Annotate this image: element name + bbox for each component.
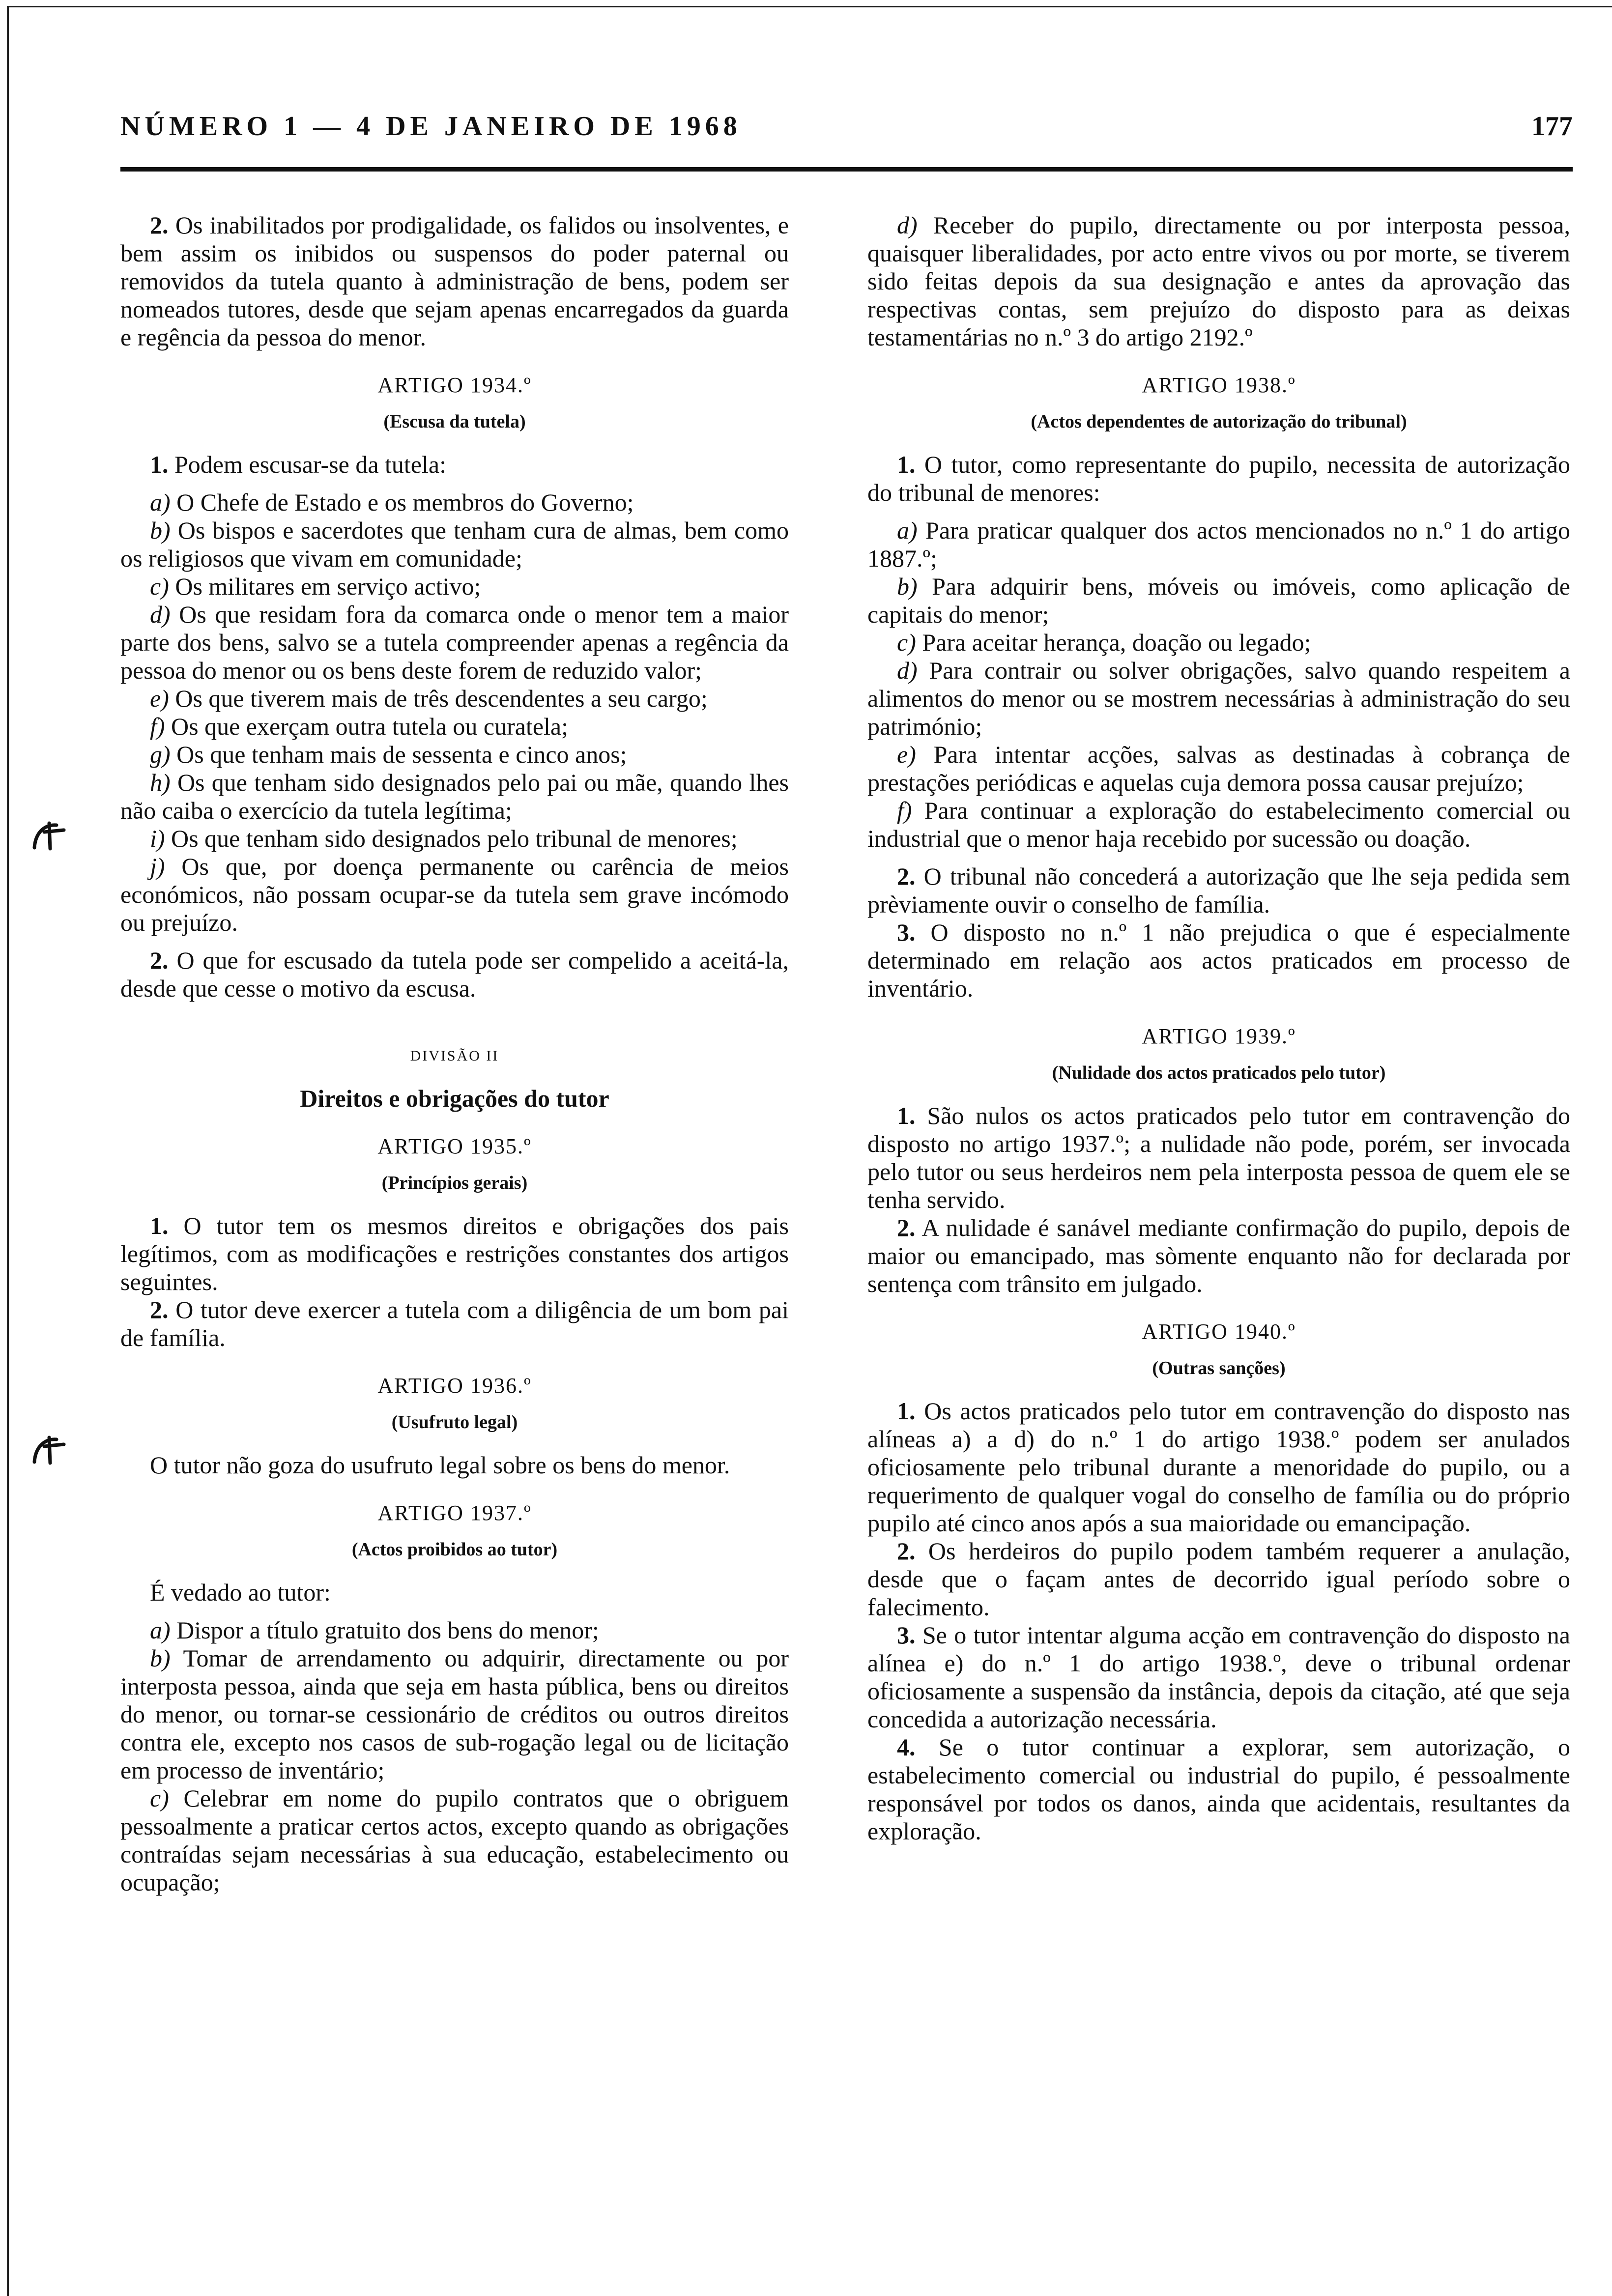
paragraph-item — [867, 862, 1570, 918]
article-title: ARTIGO 1934.º — [377, 373, 532, 397]
paragraph-text: Os que, por doença permanente ou carência de meios económicos, não possam ocupar-se da tutela sem grave incómodo ou prejuízo. — [120, 853, 789, 936]
item-label: a) — [897, 517, 918, 544]
item-label: h) — [150, 769, 171, 796]
paragraph-text: Se o tutor continuar a explorar, sem autorização, o estabelecimento comercial ou industrial do pupilo, é pessoalmente responsável por todos os danos, ainda que acidentais, resultantes da exploração. — [867, 1733, 1571, 1845]
item-label: 2. — [897, 1214, 916, 1241]
paragraph-item — [120, 685, 789, 713]
paragraph-item — [120, 947, 789, 1003]
article-title: ARTIGO 1937.º — [377, 1501, 532, 1525]
paragraph-text: Podem escusar-se da tutela: — [174, 451, 446, 478]
item-label: f) — [897, 797, 912, 824]
paragraph-text: Receber do pupilo, directamente ou por interposta pessoa, quaisquer liberalidades, por acto entre vivos ou por morte, se tiverem sido feitas depois da sua designação e antes da aprovação das respectivas contas, sem prejuízo do disposto para as deixas testamentárias no n.º 3 do artigo 2192.º — [867, 211, 1570, 351]
article-subtitle: (Escusa da tutela) — [383, 411, 526, 432]
paragraph-item — [867, 1397, 1570, 1537]
paragraph-text: Os bispos e sacerdotes que tenham cura de almas, bem como os religiosos que vivam em comunidade; — [120, 517, 789, 572]
item-label: b) — [150, 1644, 171, 1672]
item-label: g) — [150, 741, 171, 768]
item-label: 2. — [897, 862, 916, 890]
item-label: 2. — [150, 211, 169, 239]
section-heading: Direitos e obrigações do tutor — [300, 1085, 609, 1112]
item-label: 1. — [897, 1397, 916, 1425]
paragraph-text: Os que tenham mais de sessenta e cinco anos; — [176, 741, 627, 768]
paragraph-item — [120, 1212, 789, 1296]
paragraph-item — [867, 918, 1570, 1003]
item-label: 2. — [150, 1296, 169, 1323]
item-label: 1. — [150, 451, 169, 478]
paragraph-text: Os inabilitados por prodigalidade, os falidos ou insolventes, e bem assim os inibidos ou suspensos do poder paternal ou removidos da tutela quanto à administração de bens, podem ser nomeados tutores, desde que sejam apenas encarregados da guarda e regência da pessoa do menor. — [120, 211, 789, 351]
article-title: ARTIGO 1935.º — [377, 1134, 532, 1158]
paragraph-text: Os que tenham sido designados pelo tribunal de menores; — [171, 825, 738, 852]
page-number: 177 — [1531, 111, 1573, 142]
item-label: 4. — [897, 1733, 916, 1761]
paragraph-text: Os actos praticados pelo tutor em contravenção do disposto nas alíneas a) a d) do n.º 1 do artigo 1938.º podem ser anulados oficiosamente pelo tribunal durante a menoridade do pupilo, ou a requerimento de qualquer vogal do conselho de família ou do próprio pupilo até cinco anos após a sua maioridade ou emancipação. — [867, 1397, 1570, 1537]
paragraph-item — [120, 825, 789, 853]
paragraph-item — [867, 517, 1570, 573]
paragraph-text: O tutor, como representante do pupilo, necessita de autorização do tribunal de menores: — [867, 451, 1571, 506]
article-subtitle: (Outras sanções) — [1152, 1358, 1286, 1378]
item-label: a) — [150, 1616, 171, 1644]
item-label: d) — [150, 601, 171, 628]
paragraph-item — [120, 573, 789, 601]
paragraph-text: Para praticar qualquer dos actos mencionados no n.º 1 do artigo 1887.º; — [867, 517, 1570, 572]
header-rule — [120, 167, 1573, 172]
paragraph-text: São nulos os actos praticados pelo tutor em contravenção do disposto no artigo 1937.º; a nulidade não pode, porém, ser invocada pelo tutor ou seus herdeiros nem pela interposta pessoa de quem ele se tenha servido. — [867, 1102, 1570, 1213]
paragraph-text: O tribunal não concederá a autorização que lhe seja pedida sem prèviamente ouvir o conselho de família. — [867, 862, 1570, 918]
article-title: ARTIGO 1936.º — [377, 1374, 532, 1398]
left-column — [120, 211, 789, 1896]
article-subtitle: (Princípios gerais) — [381, 1173, 528, 1193]
paragraph-item — [120, 853, 789, 937]
paragraph-text: Se o tutor intentar alguma acção em contravenção do disposto na alínea e) do n.º 1 do artigo 1938.º, deve o tribunal ordenar oficiosamente a suspensão da instância, depois da citação, até que seja concedida a autorização necessária. — [867, 1621, 1570, 1733]
item-label: 2. — [150, 947, 169, 974]
page-frame-top — [7, 6, 1612, 7]
paragraph-text: Os herdeiros do pupilo podem também requerer a anulação, desde que o façam antes de decorrido igual período sobre o falecimento. — [867, 1537, 1570, 1621]
paragraph-item — [867, 1214, 1570, 1298]
paragraph-item — [120, 1296, 789, 1352]
right-column — [867, 211, 1570, 1845]
article-subtitle: (Actos proibidos ao tutor) — [351, 1539, 558, 1560]
paragraph-item — [867, 1537, 1570, 1621]
paragraph-text: Os que residam fora da comarca onde o menor tem a maior parte dos bens, salvo se a tutela compreender apenas a regência da pessoa do menor ou os bens deste forem de reduzido valor; — [120, 601, 789, 684]
margin-annotation-icon — [29, 818, 74, 853]
paragraph-item — [120, 1784, 789, 1896]
article-subtitle: (Actos dependentes de autorização do tribunal) — [1031, 411, 1407, 432]
item-label: a) — [150, 488, 171, 516]
paragraph-item — [867, 741, 1570, 797]
item-label: d) — [897, 657, 918, 684]
item-label: 1. — [897, 451, 916, 478]
paragraph-text: Celebrar em nome do pupilo contratos que o obriguem pessoalmente a praticar certos actos, excepto quando as obrigações contraídas sejam necessárias à sua educação, estabelecimento ou ocupação; — [120, 1784, 789, 1896]
paragraph-text: A nulidade é sanável mediante confirmação do pupilo, depois de maior ou emancipado, mas sòmente enquanto não for declarada por sentença com trânsito em julgado. — [867, 1214, 1570, 1297]
item-label: c) — [897, 629, 916, 656]
paragraph-text: Para intentar acções, salvas as destinadas à cobrança de prestações periódicas e aquelas cuja demora possa causar prejuízo; — [867, 741, 1570, 796]
paragraph-item — [120, 769, 789, 825]
issue-title: NÚMERO 1 — 4 DE JANEIRO DE 1968 — [120, 111, 742, 142]
paragraph-item — [867, 1733, 1570, 1845]
paragraph-text: O que for escusado da tutela pode ser compelido a aceitá-la, desde que cesse o motivo da escusa. — [120, 947, 789, 1002]
paragraph-item — [867, 629, 1570, 657]
item-label: e) — [150, 685, 169, 712]
page-header — [120, 111, 1573, 150]
paragraph-text: Os que exerçam outra tutela ou curatela; — [171, 713, 569, 740]
article-title: ARTIGO 1939.º — [1142, 1024, 1296, 1048]
paragraph-item — [120, 741, 789, 769]
paragraph-text: É vedado ao tutor: — [150, 1578, 331, 1606]
article-subtitle: (Nulidade dos actos praticados pelo tutor) — [1052, 1062, 1386, 1083]
division-title: DIVISÃO II — [410, 1048, 499, 1064]
paragraph-text: O tutor deve exercer a tutela com a diligência de um bom pai de família. — [120, 1296, 789, 1351]
paragraph-text: Para continuar a exploração do estabelecimento comercial ou industrial que o menor haja recebido por sucessão ou doação. — [867, 797, 1570, 852]
item-label: 1. — [150, 1212, 169, 1239]
item-label: c) — [150, 1784, 169, 1812]
paragraph-text: Para aceitar herança, doação ou legado; — [922, 629, 1311, 656]
paragraph-item — [867, 1621, 1570, 1733]
paragraph-item — [867, 1102, 1570, 1214]
paragraph-text: O tutor não goza do usufruto legal sobre os bens do menor. — [150, 1451, 730, 1479]
paragraph-item — [120, 488, 789, 517]
paragraph-item — [120, 1616, 789, 1644]
paragraph-item — [867, 797, 1570, 853]
item-label: 3. — [897, 918, 916, 946]
paragraph-text: Os que tenham sido designados pelo pai ou mãe, quando lhes não caiba o exercício da tutela legítima; — [120, 769, 789, 824]
item-label: i) — [150, 825, 165, 852]
paragraph-item — [867, 211, 1570, 351]
paragraph-item — [867, 573, 1570, 629]
paragraph — [120, 1578, 789, 1607]
paragraph-text: Para contrair ou solver obrigações, salvo quando respeitem a alimentos do menor ou se mostrem necessárias à administração do seu património; — [867, 657, 1570, 740]
paragraph-item — [867, 451, 1570, 507]
paragraph-text: O disposto no n.º 1 não prejudica o que é especialmente determinado em relação aos actos praticados em processo de inventário. — [867, 918, 1571, 1002]
paragraph-item — [120, 601, 789, 685]
item-label: 3. — [897, 1621, 916, 1649]
paragraph-text: Para adquirir bens, móveis ou imóveis, como aplicação de capitais do menor; — [867, 573, 1570, 628]
article-title: ARTIGO 1940.º — [1142, 1320, 1296, 1344]
paragraph-item — [120, 517, 789, 573]
item-label: 2. — [897, 1537, 916, 1565]
paragraph-text: Os que tiverem mais de três descendentes a seu cargo; — [175, 685, 708, 712]
paragraph-item — [120, 1644, 789, 1784]
item-label: 1. — [897, 1102, 916, 1129]
page-frame-left — [7, 7, 9, 2296]
item-label: b) — [150, 517, 171, 544]
item-label: e) — [897, 741, 916, 768]
item-label: f) — [150, 713, 165, 740]
paragraph-text: Os militares em serviço activo; — [175, 573, 481, 600]
paragraph-item — [867, 657, 1570, 741]
paragraph-text: O Chefe de Estado e os membros do Governo; — [176, 488, 634, 516]
article-title: ARTIGO 1938.º — [1142, 373, 1296, 397]
paragraph-item — [120, 451, 789, 479]
paragraph-text: Tomar de arrendamento ou adquirir, directamente ou por interposta pessoa, ainda que seja em hasta pública, bens ou direitos do menor, ou tornar-se cessionário de créditos ou outros direitos contra ele, excepto nos casos de sub-rogação legal ou de licitação em processo de inventário; — [120, 1644, 789, 1784]
item-label: j) — [150, 853, 165, 880]
paragraph-item — [120, 211, 789, 351]
paragraph-text: O tutor tem os mesmos direitos e obrigações dos pais legítimos, com as modificações e restrições constantes dos artigos seguintes. — [120, 1212, 789, 1295]
paragraph-text: Dispor a título gratuito dos bens do menor; — [176, 1616, 599, 1644]
item-label: b) — [897, 573, 918, 600]
article-subtitle: (Usufruto legal) — [391, 1412, 518, 1433]
item-label: c) — [150, 573, 169, 600]
item-label: d) — [897, 211, 918, 239]
paragraph-item — [120, 713, 789, 741]
paragraph — [120, 1451, 789, 1479]
margin-annotation-icon — [29, 1433, 74, 1467]
